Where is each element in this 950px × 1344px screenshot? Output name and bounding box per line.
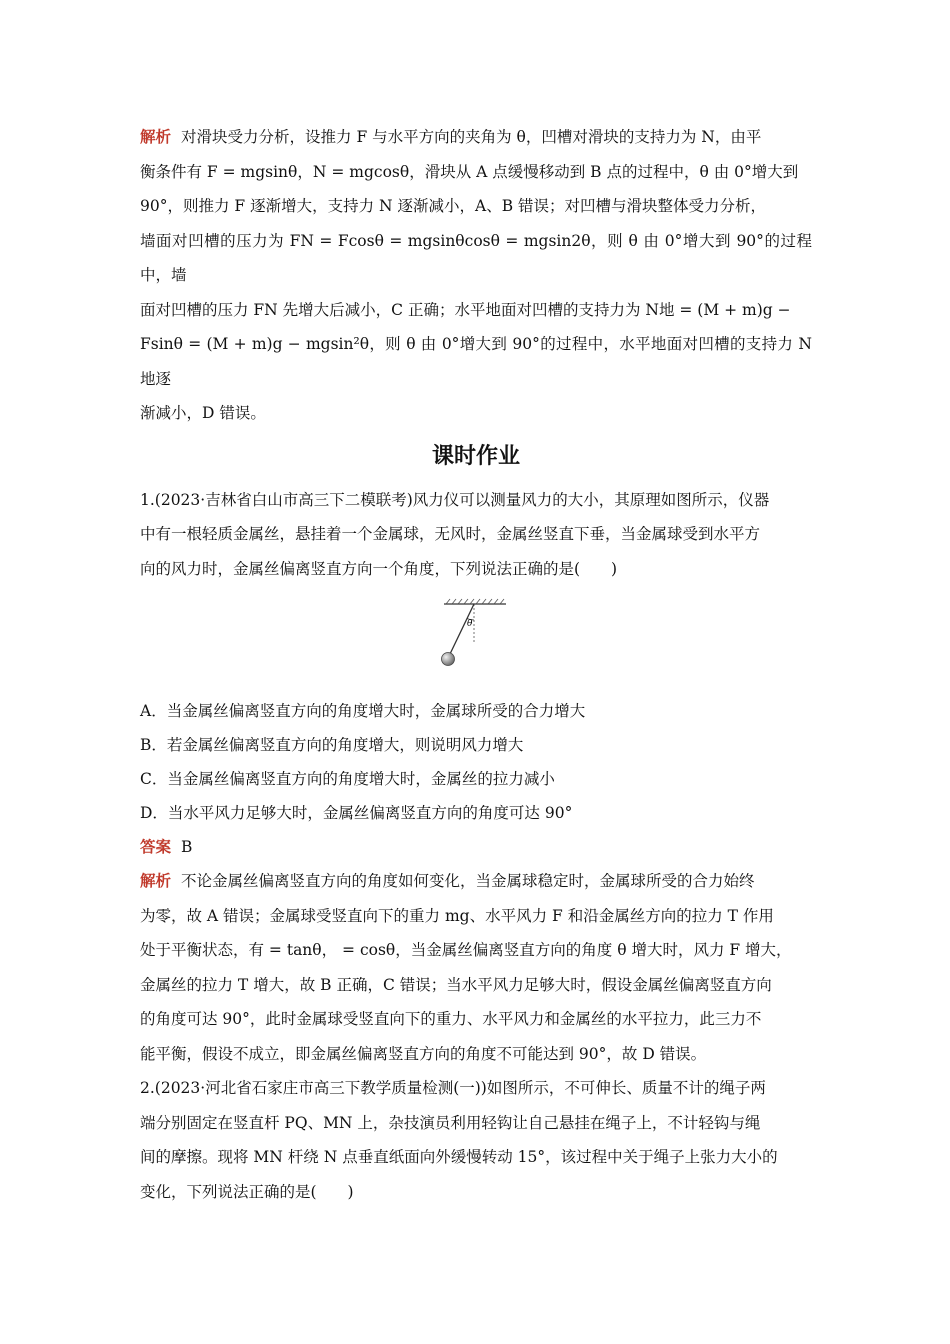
text-line: 金属丝的拉力 T 增大，故 B 正确，C 错误；当水平风力足够大时，假设金属丝偏离竖直方向 bbox=[140, 975, 772, 994]
answer-value: B bbox=[181, 838, 193, 856]
q1-answer bbox=[140, 830, 812, 864]
text-line: 为零，故 A 错误；金属球受竖直向下的重力 mg、水平风力 F 和沿金属丝方向的拉力 T 作用 bbox=[140, 906, 774, 925]
section-title: 课时作业 bbox=[431, 443, 520, 469]
text-line: 变化，下列说法正确的是( ) bbox=[140, 1182, 354, 1201]
pendulum-figure bbox=[140, 596, 812, 676]
text-line: 衡条件有 F = mgsinθ，N = mgcosθ，滑块从 A 点缓慢移动到 B 点的过程中，θ 由 0°增大到 bbox=[140, 162, 799, 181]
theta-label: θ bbox=[467, 619, 473, 629]
q1-option-d: D．当水平风力足够大时，金属丝偏离竖直方向的角度可达 90° bbox=[140, 804, 573, 822]
q1-option-a: A．当金属丝偏离竖直方向的角度增大时，金属球所受的合力增大 bbox=[140, 702, 586, 720]
text-line: 间的摩擦。现将 MN 杆绕 N 点垂直纸面向外缓慢转动 15°，该过程中关于绳子上张力大小的 bbox=[140, 1148, 778, 1166]
q1-option-b: B．若金属丝偏离竖直方向的角度增大，则说明风力增大 bbox=[140, 736, 524, 754]
text-line: 的角度可达 90°，此时金属球受竖直向下的重力、水平风力和金属丝的水平拉力，此三力不 bbox=[140, 1010, 762, 1028]
text-line: 90°，则推力 F 逐渐增大，支持力 N 逐渐减小，A、B 错误；对凹槽与滑块整体受力分析， bbox=[140, 197, 767, 215]
ceiling-hatch bbox=[446, 599, 504, 604]
text-line: 渐减小，D 错误。 bbox=[140, 404, 266, 422]
text-line: 1.(2023·吉林省白山市高三下二模联考)风力仪可以测量风力的大小，其原理如图所示，仪器 bbox=[140, 490, 770, 509]
text-line: 端分别固定在竖直杆 PQ、MN 上，杂技演员利用轻钩让自己悬挂在绳子上，不计轻钩与绳 bbox=[140, 1113, 761, 1132]
answer-tag: 答案 bbox=[140, 838, 172, 856]
q1-stem bbox=[140, 483, 812, 587]
text-line: 墙面对凹槽的压力为 FN = Fcosθ = mgsinθcosθ = mgsin2θ，则 θ 由 0°增大到 90°的过程中，墙 bbox=[140, 231, 812, 284]
text-line: 能平衡，假设不成立，即金属丝偏离竖直方向的角度不可能达到 90°，故 D 错误。 bbox=[140, 1044, 707, 1063]
prev-analysis bbox=[140, 120, 812, 431]
analysis-tag: 解析 bbox=[140, 128, 172, 146]
q2-stem bbox=[140, 1071, 812, 1209]
text-line: 不论金属丝偏离竖直方向的角度如何变化，当金属球稳定时，金属球所受的合力始终 bbox=[181, 872, 755, 890]
document-page bbox=[140, 120, 812, 1209]
analysis-tag: 解析 bbox=[140, 872, 172, 890]
text-line: 中有一根轻质金属丝，悬挂着一个金属球，无风时，金属丝竖直下垂，当金属球受到水平方 bbox=[140, 525, 761, 543]
metal-wire bbox=[450, 604, 474, 654]
q1-analysis bbox=[140, 864, 812, 1071]
text-line: 面对凹槽的压力 FN 先增大后减小，C 正确；水平地面对凹槽的支持力为 N地 = (M + m)g − bbox=[140, 300, 791, 319]
metal-ball bbox=[442, 653, 455, 666]
text-line: Fsinθ = (M + m)g − mgsin²θ，则 θ 由 0°增大到 90°的过程中，水平地面对凹槽的支持力 N地逐 bbox=[140, 335, 812, 388]
text-line: 对滑块受力分析，设推力 F 与水平方向的夹角为 θ，凹槽对滑块的支持力为 N，由平 bbox=[181, 128, 762, 146]
q1-option-c: C．当金属丝偏离竖直方向的角度增大时，金属丝的拉力减小 bbox=[140, 770, 555, 788]
pendulum-diagram bbox=[436, 596, 516, 672]
text-line: 2.(2023·河北省石家庄市高三下教学质量检测(一))如图所示，不可伸长、质量不计的绳子两 bbox=[140, 1079, 766, 1097]
text-line: 处于平衡状态，有 = tanθ， = cosθ，当金属丝偏离竖直方向的角度 θ 增大时，风力 F 增大， bbox=[140, 941, 792, 959]
text-line: 向的风力时，金属丝偏离竖直方向一个角度，下列说法正确的是( ) bbox=[140, 559, 618, 578]
